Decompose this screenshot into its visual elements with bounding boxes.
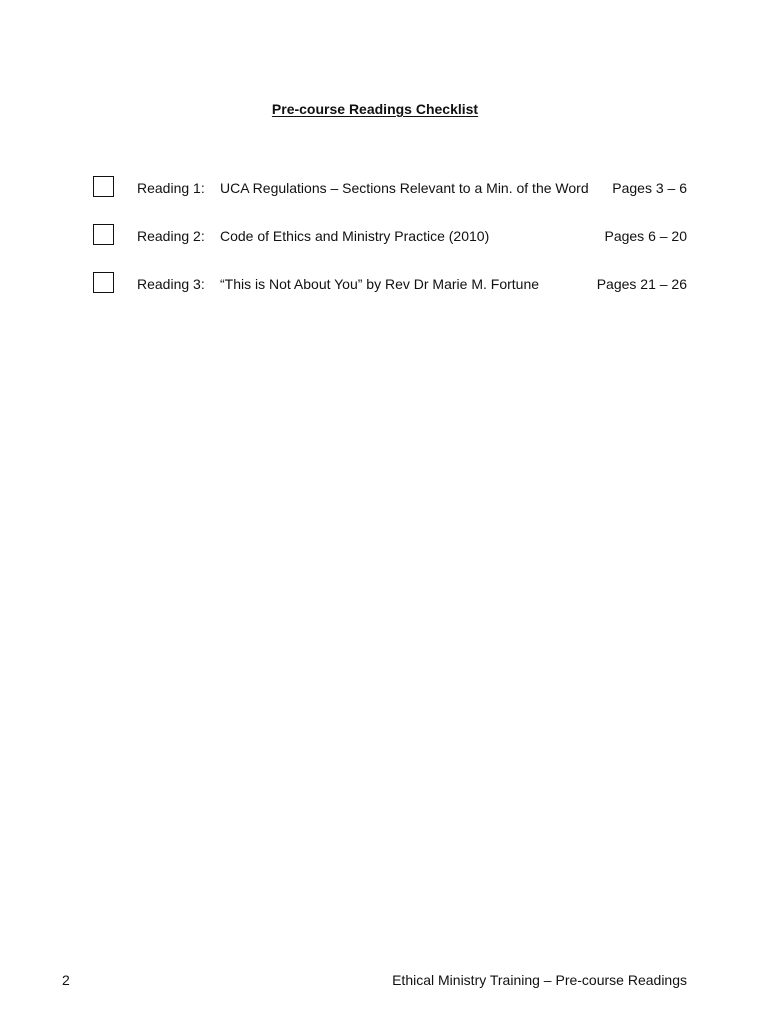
reading-1-title: UCA Regulations – Sections Relevant to a Min. of the Word	[220, 180, 589, 196]
footer-page-number: 2	[62, 972, 70, 988]
page-title: Pre-course Readings Checklist	[271, 101, 479, 117]
reading-3-label: Reading 3:	[137, 276, 205, 292]
reading-row-1	[0, 176, 770, 202]
reading-3-title: “This is Not About You” by Rev Dr Marie M. Fortune	[220, 276, 540, 292]
reading-row-3	[0, 272, 770, 298]
reading-2-pages: Pages 6 – 20	[604, 228, 687, 244]
reading-2-title: Code of Ethics and Ministry Practice (2010)	[220, 228, 490, 244]
reading-row-2	[0, 224, 770, 250]
reading-3-checkbox[interactable]	[93, 272, 114, 293]
reading-3-pages: Pages 21 – 26	[596, 276, 687, 292]
reading-1-pages: Pages 3 – 6	[612, 180, 687, 196]
reading-1-label: Reading 1:	[137, 180, 205, 196]
reading-2-label: Reading 2:	[137, 228, 205, 244]
reading-2-checkbox[interactable]	[93, 224, 114, 245]
reading-1-checkbox[interactable]	[93, 176, 114, 197]
footer-running-title: Ethical Ministry Training – Pre-course Readings	[392, 972, 687, 988]
